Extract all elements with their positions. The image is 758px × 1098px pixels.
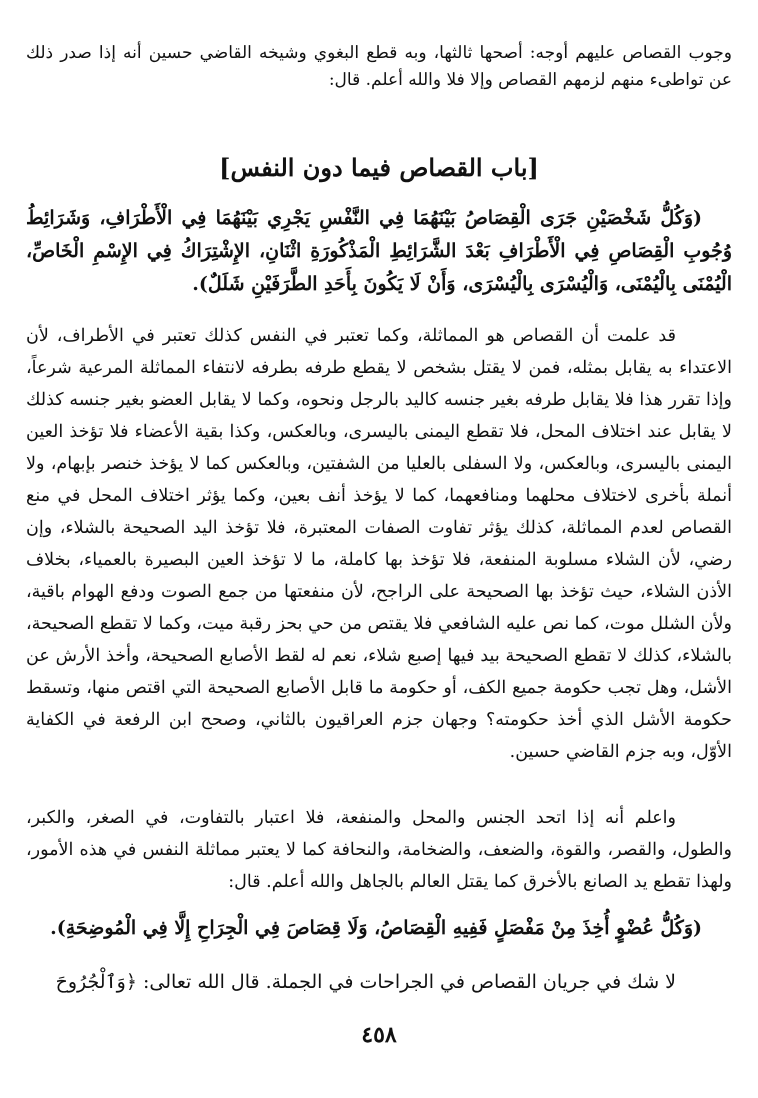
page-number: ٤٥٨ bbox=[361, 1022, 397, 1048]
chapter-heading: [باب القصاص فيما دون النفس] bbox=[219, 153, 539, 182]
intro-paragraph: وجوب القصاص عليهم أوجه: أصحها ثالثها، وبه قطع البغوي وشيخه القاضي حسين أنه إذا صدر ذلك عن تواطىء منهم لزمهم القصاص وإلا فلا والله أعلم. قال: bbox=[26, 43, 732, 90]
commentary-paragraph-1: قد علمت أن القصاص هو المماثلة، وكما تعتبر في النفس كذلك تعتبر في الأطراف، لأن الاعتداء به يقابل بمثله، فمن لا يقتل بشخص لا يقطع طرفه بطرفه لانتفاء المماثلة المرعية شرعاً، وإذا تقرر هذا فلا يقابل طرفه بغير جنسه كاليد بالرجل ونحوه، وكما لا يقابل العضو بغير جنسه كذلك لا يقابل عند اختلاف المحل، فلا تقطع اليمنى باليسرى، وبالعكس، وكذا بقية الأعضاء فلا تؤخذ العين اليمنى باليسرى، وبالعكس، ولا السفلى بالعليا من الشفتين، وبالعكس كما لا يؤخذ خنصر بإبهام، ولا أنملة بأخرى لاختلاف محلهما ومنافعهما، كما لا يؤخذ أنف بعين، وكما يؤثر اختلاف المحل في منع القصاص لعدم المماثلة، كذلك يؤثر تفاوت الصفات المعتبرة، فلا تؤخذ اليد الصحيحة بالشلاء، وإن رضي، لأن الشلاء مسلوبة المنفعة، فلا تؤخذ بها كاملة، ما لا تؤخذ العين البصيرة بالعمياء، بخلاف الأذن الشلاء، حيث تؤخذ بها الصحيحة على الراجح، لأن منفعتها من جمع الصوت ودفع الهوام باقية، ولأن الشلل موت، كما نص عليه الشافعي فلا يقتص من حي بحز رقبة ميت، وكما لا تقطع الصحيحة، بالشلاء، كذلك لا تقطع الصحيحة بيد فيها إصبع شلاء، نعم له لقط الأصابع الصحيحة، وأخذ الأرش عن الأشل، وهل تجب حكومة جميع الكف، أو حكومة ما قابل الأصابع الصحيحة التي اقتص منها، وتسقط حكومة الأشل الذي أخذ حكومته؟ وجهان جزم العراقيون بالثاني، وصحح ابن الرفعة في الكفاية الأوّل، وبه جزم القاضي حسين. bbox=[26, 326, 732, 762]
commentary-paragraph-2: واعلم أنه إذا اتحد الجنس والمحل والمنفعة، فلا اعتبار بالتفاوت، في الصغر، والكبر، والطول، والقصر، والقوة، والضعف، والضخامة، والنحافة كما لا يعتبر مماثلة النفس في هذه الأمور، ولهذا تقطع يد الصانع بالأخرق كما يقتل العالم بالجاهل والله أعلم. قال: bbox=[26, 808, 732, 892]
matn-text-1: (وَكُلُّ شَخْصَيْنِ جَرَى الْقِصَاصُ بَيْنَهُمَا فِي النَّفْسِ يَجْرِي بَيْنَهُمَا فِي الْأَطْرَافِ، وَشَرَائِطُ وُجُوبِ الْقِصَاصِ فِي الْأَطْرَافِ بَعْدَ الشَّرَائِطِ الْمَذْكُورَةِ اثْنَانِ، الإِشْتِرَاكُ فِي الإِسْمِ الْخَاصِّ، الْيُمْنَى بِالْيُمْنَى، وَالْيُسْرَى بِالْيُسْرَى، وَأَنْ لَا يَكُونَ بِأَحَدِ الطَّرَفَيْنِ شَلَلٌ). bbox=[26, 207, 732, 295]
matn-text-2: (وَكُلُّ عُضْوٍ أُخِذَ مِنْ مَفْصَلٍ فَفِيهِ الْقِصَاصُ، وَلَا قِصَاصَ فِي الْجِرَاحِ إِلَّا فِي الْمُوضِحَةِ). bbox=[50, 917, 702, 939]
commentary-paragraph-3: لا شك في جريان القصاص في الجراحات في الجملة. قال الله تعالى: ﴿وَٱلْجُرُوحَ bbox=[55, 971, 676, 993]
